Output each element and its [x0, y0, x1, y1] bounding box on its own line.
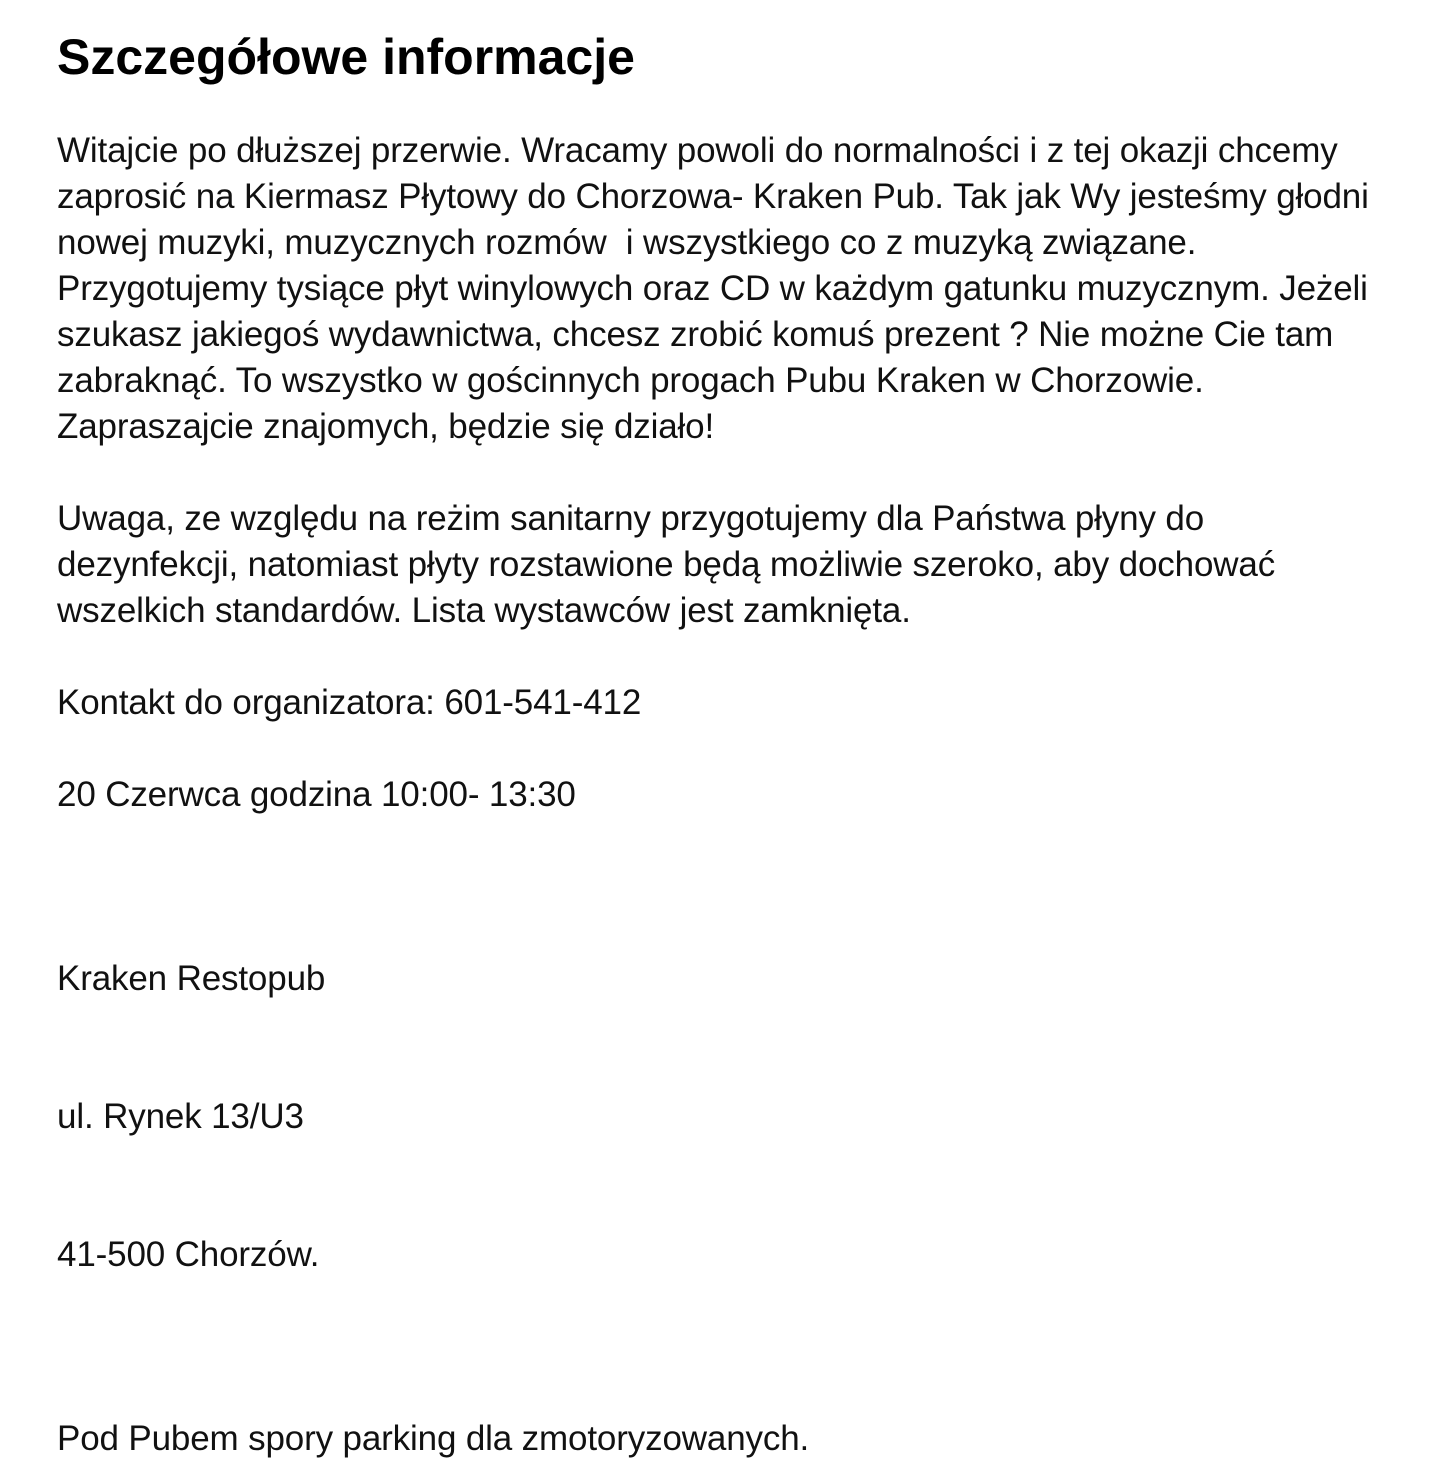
- paragraph-spacer: [57, 818, 1384, 864]
- paragraph-spacer: [57, 1370, 1384, 1416]
- venue-address: [57, 864, 1384, 1370]
- section-title: Szczegółowe informacje: [57, 29, 635, 85]
- event-datetime: 20 Czerwca godzina 10:00- 13:30: [57, 775, 576, 814]
- intro-paragraph: Witajcie po dłuższej przerwie. Wracamy powoli do normalności i z tej okazji chcemy zaprosić na Kiermasz Płytowy do Chorzowa- Kraken Pub. Tak jak Wy jesteśmy głodni nowej muzyki, muzycznych rozmów i wszystkiego co z muzyką związane. Przygotujemy tysiące płyt winylowych oraz CD w każdym gatunku muzycznym. Jeżeli szukasz jakiegoś wydawnictwa, chcesz zrobić komuś prezent ? Nie możne Cie tam zabraknąć. To wszystko w gościnnych progach Pubu Kraken w Chorzowie. Zapraszajcie znajomych, będzie się działo!: [57, 131, 1379, 446]
- venue-city: 41-500 Chorzów.: [57, 1235, 320, 1274]
- venue-street: ul. Rynek 13/U3: [57, 1097, 304, 1136]
- sanitary-notice-paragraph: Uwaga, ze względu na reżim sanitarny przygotujemy dla Państwa płyny do dezynfekcji, natomiast płyty rozstawione będą możliwie szeroko, aby dochować wszelkich standardów. Lista wystawców jest zamknięta.: [57, 499, 1285, 630]
- parking-info: Pod Pubem spory parking dla zmotoryzowanych.: [57, 1419, 810, 1458]
- event-description: [57, 128, 1384, 1462]
- paragraph-spacer: [57, 634, 1384, 680]
- paragraph-spacer: [57, 450, 1384, 496]
- venue-name: Kraken Restopub: [57, 959, 326, 998]
- organizer-contact: Kontakt do organizatora: 601-541-412: [57, 683, 642, 722]
- paragraph-spacer: [57, 726, 1384, 772]
